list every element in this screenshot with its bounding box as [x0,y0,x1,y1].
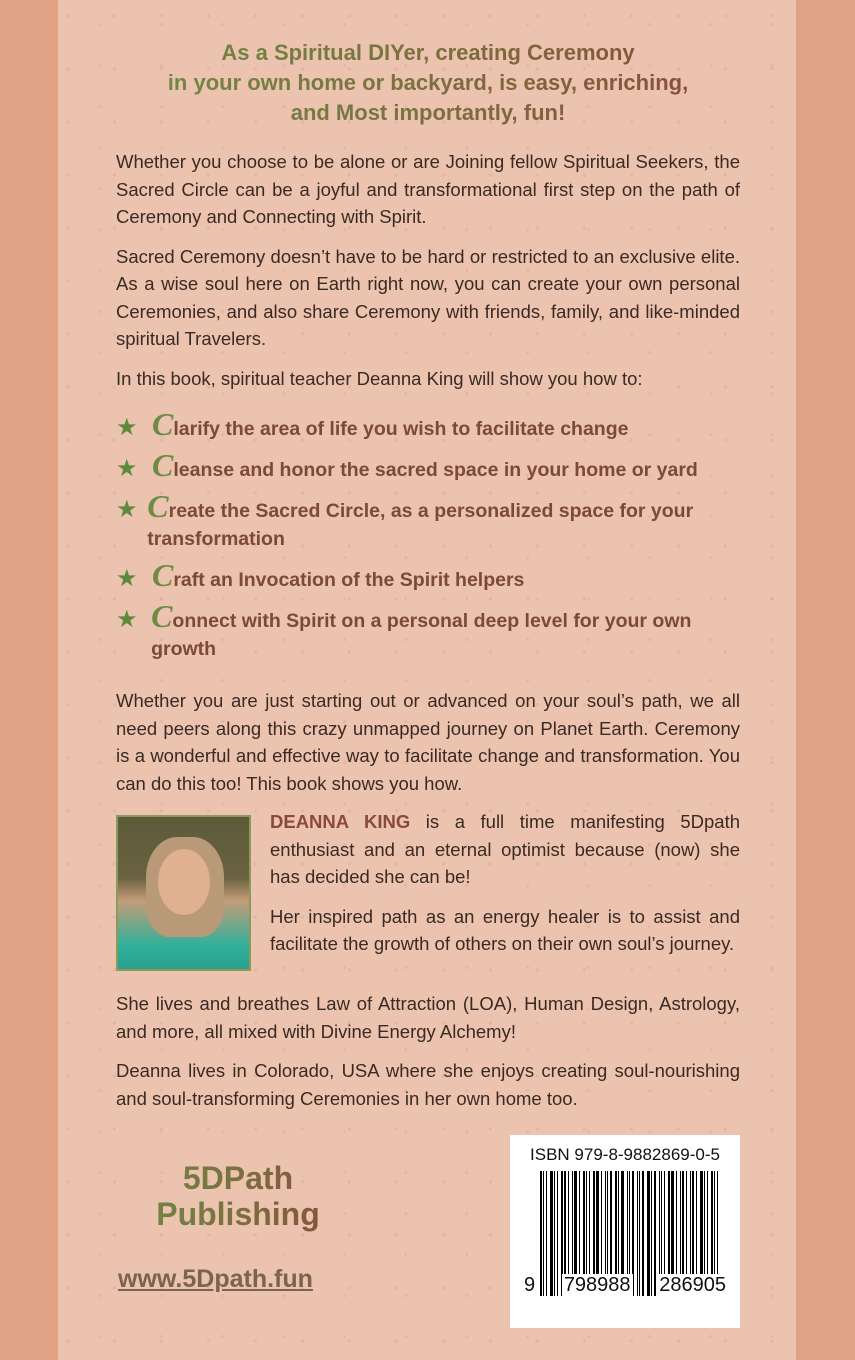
publisher-line: 5DPath [118,1160,358,1196]
paragraph: Whether you are just starting out or advanced on your soul’s path, we all need peers along this crazy unmapped journey on Planet Earth. Ceremony is a wonderful and effective way to facilitate change and transformation. You can do this too! This book shows you how. [116,690,740,794]
barcode-bar [651,1171,652,1296]
star-icon: ★ [116,496,138,523]
isbn-barcode [510,1135,740,1328]
barcode-bar [639,1171,640,1296]
publisher-logo [118,1160,358,1232]
list-item [116,557,746,594]
isbn-text: ISBN 979-8-9882869-0-5 [530,1145,720,1164]
headline [116,38,740,128]
star-icon: ★ [116,606,138,633]
star-icon: ★ [116,414,138,441]
bio-text: is a full time manifesting 5Dpath enthusiast and an eternal optimist because (now) she has decided she can be! [270,811,740,887]
bio-paragraph [270,808,740,891]
barcode-bar [637,1171,638,1296]
intro-text [116,148,740,404]
closing-text [116,687,740,809]
headline-line: in your own home or backyard, is easy, enriching, [116,68,740,98]
bio-paragraph: She lives and breathes Law of Attraction (LOA), Human Design, Astrology, and more, all mixed with Divine Energy Alchemy! [116,993,740,1042]
paragraph: Sacred Ceremony doesn’t have to be hard or restricted to an exclusive elite. As a wise soul here on Earth right now, you can create your own personal Ceremonies, and also share Ceremony with friends, family, and like-minded spiritual Travelers. [116,245,740,349]
publisher-line: Publishing [118,1196,358,1232]
bio-continued [116,990,740,1124]
headline-line: As a Spiritual DIYer, creating Ceremony [116,38,740,68]
bullet-text: reate the Sacred Circle, as a personalized space for your transformation [147,500,694,550]
barcode-bar [540,1171,542,1296]
bullet-text: raft an Invocation of the Spirit helpers [173,569,525,591]
publisher-website-link[interactable]: www.5Dpath.fun [118,1265,313,1293]
list-item [116,598,746,663]
paragraph: Whether you choose to be alone or are Joining fellow Spiritual Seekers, the Sacred Circle can be a joyful and transformational first step on the path of Ceremony and Connecting with Spirit. [116,151,740,227]
barcode-bar [642,1171,644,1296]
barcode-digit-group: 286905 [659,1274,726,1296]
drop-cap: C [152,406,174,442]
star-icon: ★ [116,565,138,592]
barcode-bar [654,1171,656,1296]
barcode-digit-group: 798988 [563,1274,631,1296]
list-item [116,488,746,553]
bullet-list [116,406,746,675]
bio-paragraph: Her inspired path as an energy healer is to assist and facilitate the growth of others on their own soul’s journey. [270,905,740,954]
headline-line: and Most importantly, fun! [116,98,740,128]
paragraph: In this book, spiritual teacher Deanna King will show you how to: [116,367,643,389]
barcode-bar [550,1171,553,1296]
barcode-bar [554,1171,555,1296]
author-photo [116,815,251,971]
star-icon: ★ [116,455,138,482]
list-item [116,406,746,443]
drop-cap: C [147,488,169,524]
bio-paragraph: Deanna lives in Colorado, USA where she enjoys creating soul-nourishing and soul-transforming Ceremonies in her own home too. [116,1060,740,1109]
drop-cap: C [152,557,174,593]
barcode-bar [543,1171,544,1296]
barcode-bar [546,1171,547,1296]
author-name: DEANNA KING [270,811,411,832]
barcode-digit-group: 9 [524,1274,536,1296]
drop-cap: C [152,447,174,483]
drop-cap: C [151,598,173,634]
bullet-text: leanse and honor the sacred space in your home or yard [173,459,698,481]
author-bio [270,808,740,970]
bullet-text: larify the area of life you wish to facilitate change [173,418,629,440]
barcode-bar [557,1171,558,1296]
list-item [116,447,746,484]
bullet-text: onnect with Spirit on a personal deep level for your own growth [151,610,692,660]
barcode-bar [647,1171,650,1296]
photo-face [158,849,210,915]
